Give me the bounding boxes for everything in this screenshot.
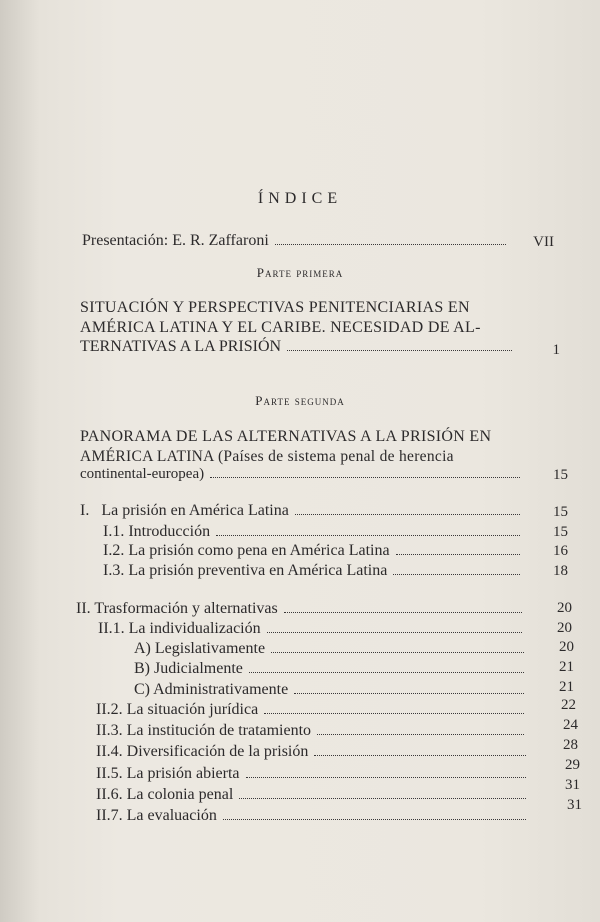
toc-entry <box>80 502 526 520</box>
toc-entry <box>96 722 530 740</box>
toc-entry-parte-segunda <box>80 466 526 483</box>
toc-entry <box>103 542 526 560</box>
toc-page-number: 28 <box>563 737 578 753</box>
toc-entry-parte-primera <box>80 338 518 356</box>
toc-entry <box>96 765 532 783</box>
dot-leader <box>267 631 522 633</box>
toc-page-number: 20 <box>557 620 572 636</box>
toc-entry <box>96 701 530 719</box>
toc-label: II.1. La individualización <box>98 620 261 637</box>
dot-leader <box>275 243 506 245</box>
toc-entry <box>96 786 532 804</box>
part-title-line: AMÉRICA LATINA (Países de sistema penal de herencia <box>80 448 454 465</box>
dot-leader <box>210 476 520 478</box>
part-title-line: SITUACIÓN Y PERSPECTIVAS PENITENCIARIAS EN <box>80 299 470 316</box>
part-title-line: continental-europea) <box>80 466 205 482</box>
toc-page-number: 24 <box>563 717 578 733</box>
toc-page-number: 20 <box>559 639 574 655</box>
toc-label: B) Judicialmente <box>134 660 243 677</box>
toc-label: II.3. La institución de tratamiento <box>96 722 312 739</box>
toc-label: I.1. Introducción <box>103 523 211 540</box>
toc-entry <box>134 681 530 699</box>
toc-label: I.3. La prisión preventiva en América Latina <box>103 562 388 579</box>
dot-leader <box>287 349 512 351</box>
dot-leader <box>295 513 520 515</box>
toc-page-number: 31 <box>565 777 580 793</box>
toc-label: I. La prisión en América Latina <box>80 502 289 519</box>
toc-page-number: 22 <box>561 697 576 713</box>
toc-page-number: 15 <box>553 504 568 520</box>
index-title: ÍNDICE <box>257 190 343 207</box>
toc-label: II.7. La evaluación <box>96 807 217 824</box>
toc-entry <box>134 640 530 658</box>
dot-leader <box>239 797 526 799</box>
toc-page-number: 18 <box>553 563 568 579</box>
toc-label: II.6. La colonia penal <box>96 786 234 803</box>
toc-page-number: 15 <box>553 467 568 483</box>
toc-label: II.4. Diversificación de la prisión <box>96 743 309 760</box>
dot-leader <box>223 818 526 820</box>
toc-page-number: VII <box>533 234 554 250</box>
toc-label: Presentación: E. R. Zaffaroni <box>82 232 269 249</box>
dot-leader <box>246 776 527 778</box>
toc-page-number: 29 <box>565 757 580 773</box>
toc-page-number: 21 <box>559 679 574 695</box>
dot-leader <box>314 754 526 756</box>
toc-entry-presentacion <box>82 232 512 250</box>
toc-entry <box>96 807 532 825</box>
part-heading-primera: Parte primera <box>256 265 344 280</box>
dot-leader <box>396 553 520 555</box>
toc-label: II.5. La prisión abierta <box>96 765 240 782</box>
part-title-line: AMÉRICA LATINA Y EL CARIBE. NECESIDAD DE AL- <box>80 319 481 336</box>
toc-label: II. Trasformación y alternativas <box>76 600 278 617</box>
toc-page-number: 1 <box>552 342 560 358</box>
toc-label: C) Administrativamente <box>134 681 289 698</box>
toc-entry <box>96 743 532 761</box>
dot-leader <box>271 651 524 653</box>
dot-leader <box>393 573 520 575</box>
toc-entry <box>98 620 528 638</box>
dot-leader <box>284 611 522 613</box>
toc-label: I.2. La prisión como pena en América Latina <box>103 542 390 559</box>
part-title-line: PANORAMA DE LAS ALTERNATIVAS A LA PRISIÓN EN <box>80 428 492 445</box>
toc-page-number: 16 <box>553 543 568 559</box>
dot-leader <box>317 733 524 735</box>
toc-page-number: 21 <box>559 659 574 675</box>
toc-page-number: 20 <box>557 600 572 616</box>
dot-leader <box>216 534 520 536</box>
toc-page-number: 15 <box>553 524 568 540</box>
dot-leader <box>249 671 524 673</box>
toc-page-number: 31 <box>567 797 582 813</box>
toc-entry <box>76 600 528 618</box>
toc-label: A) Legislativamente <box>134 640 266 657</box>
part-title-line: TERNATIVAS A LA PRISIÓN <box>80 338 282 355</box>
toc-entry <box>103 562 526 580</box>
part-heading-segunda: Parte segunda <box>255 393 345 408</box>
toc-entry <box>134 660 530 678</box>
toc-entry <box>103 523 526 541</box>
dot-leader <box>264 712 524 714</box>
dot-leader <box>294 692 524 694</box>
toc-label: II.2. La situación jurídica <box>96 701 259 718</box>
